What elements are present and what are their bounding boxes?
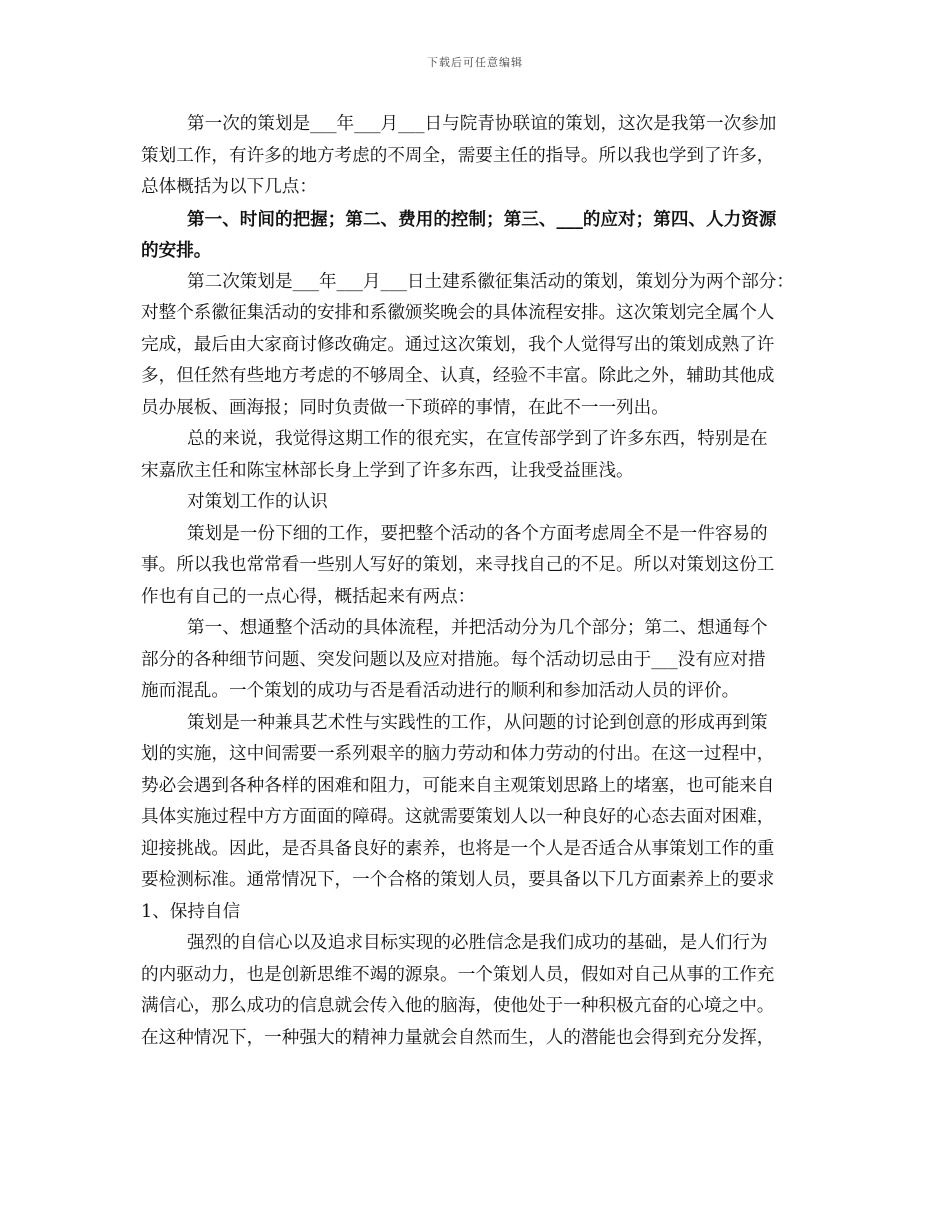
text-line: 的内驱动力，也是创新思维不竭的源泉。一个策划人员，假如对自己从事的工作充	[141, 964, 775, 985]
text-line: 部分的各种细节问题、突发问题以及应对措施。每个活动切忌由于___没有应对措	[141, 649, 766, 670]
document-body	[141, 109, 826, 1054]
header-note: 下载后可任意编辑	[427, 56, 523, 69]
text-line: 总体概括为以下几点：	[141, 177, 317, 197]
text-line: 强烈的自信心以及追求目标实现的必胜信念是我们成功的基础，是人们行为	[187, 933, 768, 953]
text-line: 策划工作，有许多的地方考虑的不周全，需要主任的指导。所以我也学到了许多，	[141, 145, 775, 166]
text-line: 总的来说，我觉得这期工作的很充实，在宣传部学到了许多东西，特别是在	[187, 429, 768, 449]
text-line: 完成，最后由大家商讨修改确定。通过这次策划，我个人觉得写出的策划成熟了许	[141, 334, 775, 355]
numbered-heading: 1、保持自信	[141, 901, 241, 922]
text-line: 第一、想通整个活动的具体流程，并把活动分为几个部分；第二、想通每个	[187, 618, 768, 638]
text-line: 第一次的策划是___年___月___日与院青协联谊的策划，这次是我第一次参加	[187, 114, 777, 134]
text-line: 划的实施，这中间需要一系列艰辛的脑力劳动和体力劳动的付出。在这一过程中，	[141, 744, 775, 764]
text-line: 满信心，那么成功的信息就会传入他的脑海，使他处于一种积极亢奋的心境之中。	[141, 996, 775, 1016]
text-line: 第二次策划是___年___月___日土建系徽征集活动的策划，策划分为两个部分：	[187, 271, 794, 292]
text-line: 策划是一种兼具艺术性与实践性的工作，从问题的讨论到创意的形成再到策	[187, 712, 768, 733]
text-line: 施而混乱。一个策划的成功与否是看活动进行的顺利和参加活动人员的评价。	[141, 681, 740, 701]
bold-summary-line: 第一、时间的把握；第二、费用的控制；第三、___的应对；第四、人力资源	[187, 208, 777, 230]
text-line: 策划是一份下细的工作，要把整个活动的各个方面考虑周全不是一件容易的	[187, 523, 768, 544]
text-line: 要检测标准。通常情况下，一个合格的策划人员，要具备以下几方面素养上的要求	[141, 870, 775, 890]
text-line: 具体实施过程中方方面面的障碍。这就需要策划人以一种良好的心态去面对困难，	[141, 807, 775, 827]
text-line: 员办展板、画海报；同时负责做一下琐碎的事情，在此不一一列出。	[141, 397, 669, 418]
text-line: 多，但任然有些地方考虑的不够周全、认真，经验不丰富。除此之外，辅助其他成	[141, 366, 775, 386]
text-line: 宋嘉欣主任和陈宝林部长身上学到了许多东西，让我受益匪浅。	[141, 460, 634, 481]
text-line: 在这种情况下，一种强大的精神力量就会自然而生，人的潜能也会得到充分发挥，	[141, 1027, 775, 1048]
text-line: 势必会遇到各种各样的困难和阻力，可能来自主观策划思路上的堵塞，也可能来自	[141, 775, 775, 796]
text-line: 事。所以我也常常看一些别人写好的策划，来寻找自己的不足。所以对策划这份工	[141, 555, 775, 575]
text-line: 作也有自己的一点心得，概括起来有两点：	[141, 586, 476, 607]
section-heading: 对策划工作的认识	[187, 492, 328, 512]
text-line: 对整个系徽征集活动的安排和系徽颁奖晚会的具体流程安排。这次策划完全属个人	[141, 303, 775, 323]
bold-summary-line: 的安排。	[141, 240, 212, 261]
text-line: 迎接挑战。因此，是否具备良好的素养，也将是一个人是否适合从事策划工作的重	[141, 838, 775, 859]
